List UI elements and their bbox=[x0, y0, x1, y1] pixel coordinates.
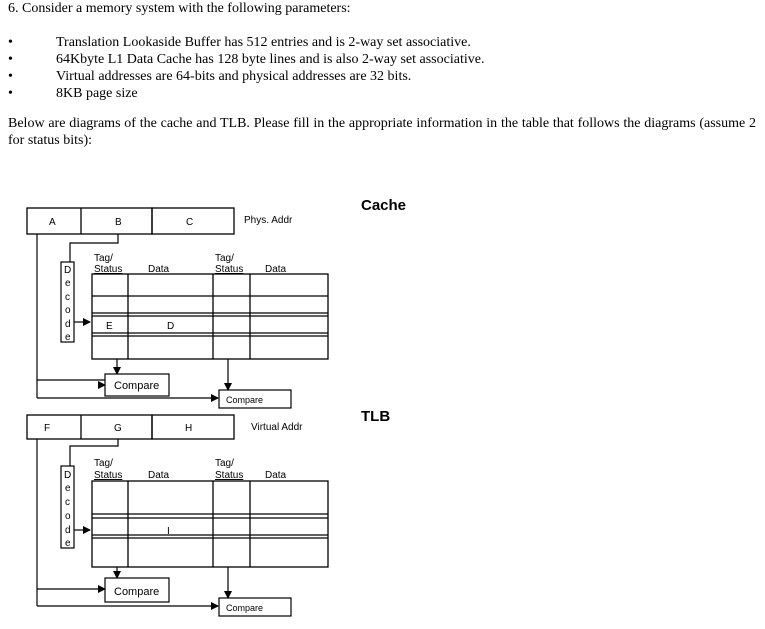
cache-decode-letter: c bbox=[65, 292, 70, 303]
cache-address-fields bbox=[27, 208, 234, 234]
cache-col-data-right: Data bbox=[265, 264, 287, 275]
tlb-field-h: H bbox=[185, 423, 193, 434]
tlb-col-data: Data bbox=[148, 470, 170, 481]
cache-decode-letter: o bbox=[65, 305, 71, 316]
bullet-tlb: Translation Lookaside Buffer has 512 entries and is 2-way set associative. bbox=[56, 35, 471, 50]
cache-decode-letter: D bbox=[64, 265, 72, 276]
cache-field-c: C bbox=[186, 217, 194, 228]
bullet-page-size: 8KB page size bbox=[56, 86, 138, 101]
tlb-heading: TLB bbox=[361, 408, 391, 425]
instructions-paragraph: Below are diagrams of the cache and TLB. Please fill in the appropriate information in the table that follows the diagrams (assume 2 for status bits): bbox=[8, 116, 756, 148]
cache-field-b: B bbox=[115, 217, 122, 228]
tlb-address-fields bbox=[27, 415, 234, 439]
tlb-decode-letter: D bbox=[64, 470, 72, 481]
tlb-decode-letter: e bbox=[65, 483, 71, 494]
bullet-glyph: • bbox=[8, 86, 13, 101]
tlb-field-f: F bbox=[44, 423, 51, 434]
tlb-decode-letter: e bbox=[65, 538, 71, 549]
cache-col-data: Data bbox=[148, 264, 170, 275]
cache-decode-letter: e bbox=[65, 332, 71, 343]
cache-col-tag-right: Tag/ bbox=[215, 253, 234, 264]
cache-decode-letter: d bbox=[65, 319, 71, 330]
tlb-col-status: Status bbox=[94, 470, 123, 481]
tlb-col-status-right: Status bbox=[215, 470, 244, 481]
bullet-addresses: Virtual addresses are 64-bits and physical addresses are 32 bits. bbox=[56, 69, 412, 84]
tlb-col-data-right: Data bbox=[265, 470, 287, 481]
bullet-glyph: • bbox=[8, 52, 13, 67]
tlb-cell-data: I bbox=[167, 526, 170, 537]
bullet-glyph: • bbox=[8, 35, 13, 50]
tlb-decode-letter: d bbox=[65, 525, 71, 536]
bullet-cache: 64Kbyte L1 Data Cache has 128 byte lines and is also 2-way set associative. bbox=[56, 52, 485, 67]
tlb-compare-right-label: Compare bbox=[226, 603, 264, 613]
cache-addr-label: Phys. Addr bbox=[244, 215, 293, 226]
tlb-decode-letter: c bbox=[65, 497, 70, 508]
cache-compare-left-label: Compare bbox=[114, 380, 160, 392]
cache-field-a: A bbox=[49, 217, 56, 228]
cache-array bbox=[92, 274, 328, 359]
tlb-compare-left-label: Compare bbox=[114, 586, 160, 598]
tlb-addr-label: Virtual Addr bbox=[251, 422, 303, 433]
cache-col-status-right: Status bbox=[215, 264, 244, 275]
cache-col-status: Status bbox=[94, 264, 123, 275]
bullet-glyph: • bbox=[8, 69, 13, 84]
cache-cell-data: D bbox=[167, 321, 175, 332]
cache-cell-tag: E bbox=[106, 321, 113, 332]
tlb-array bbox=[92, 481, 328, 567]
tlb-field-g: G bbox=[114, 423, 122, 434]
cache-col-tag: Tag/ bbox=[94, 253, 113, 264]
cache-decode-letter: e bbox=[65, 278, 71, 289]
tlb-col-tag: Tag/ bbox=[94, 458, 113, 469]
cache-heading: Cache bbox=[361, 197, 407, 214]
tlb-decode-letter: o bbox=[65, 511, 71, 522]
tlb-col-tag-right: Tag/ bbox=[215, 458, 234, 469]
cache-compare-right-label: Compare bbox=[226, 395, 264, 405]
question-title: 6. Consider a memory system with the following parameters: bbox=[8, 1, 351, 16]
